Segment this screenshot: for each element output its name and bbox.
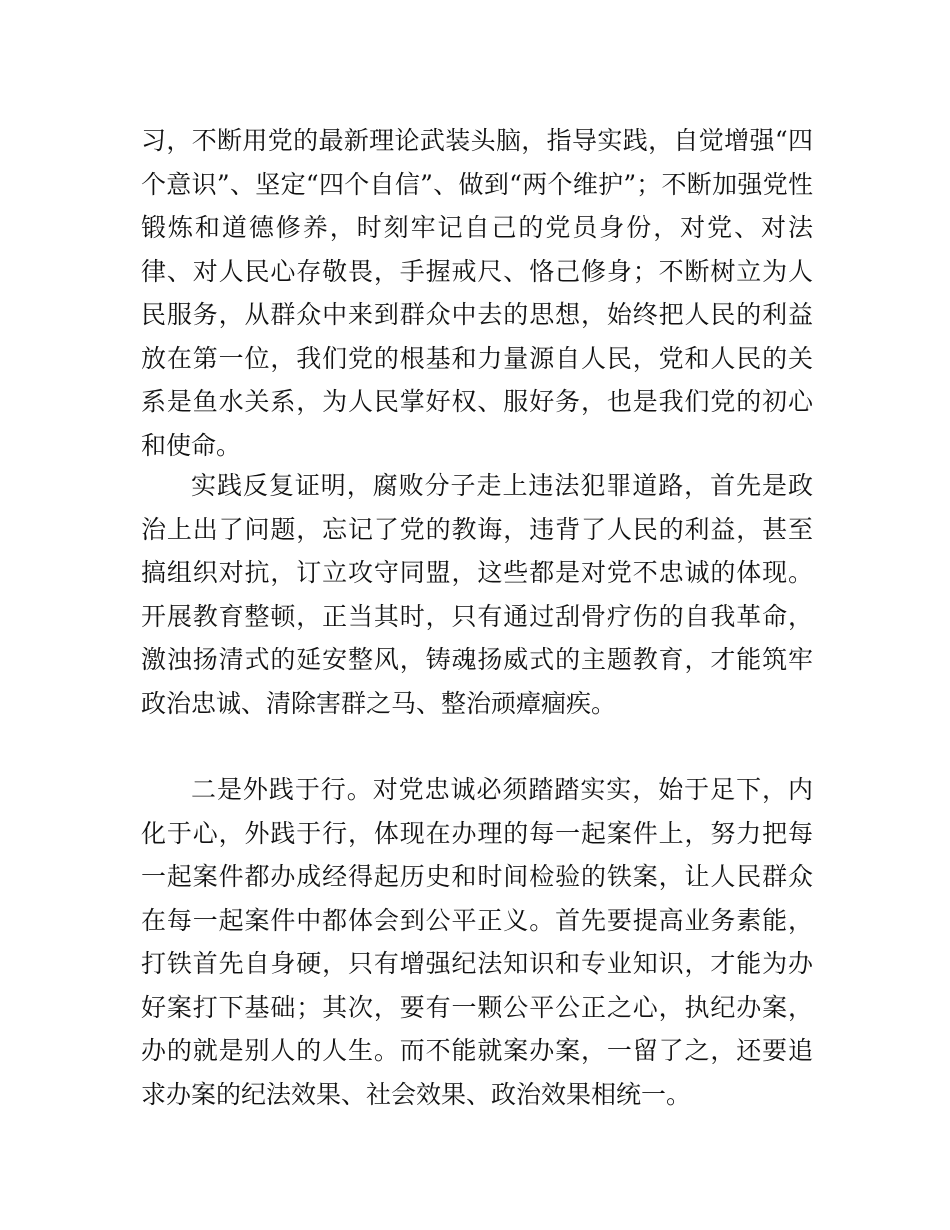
paragraph-2: 实践反复证明，腐败分子走上违法犯罪道路，首先是政治上出了问题，忘记了党的教诲，违背了人民的利益，甚至搞组织对抗，订立攻守同盟，这些都是对党不忠诚的体现。开展教育整顿，正当其时，只有通过刮骨疗伤的自我革命，激浊扬清式的延安整风，铸魂扬威式的主题教育，才能筑牢政治忠诚、清除害群之马、整治顽瘴痼疾。 [141,471,813,718]
paragraph-1: 习，不断用党的最新理论武装头脑，指导实践，自觉增强“四个意识”、坚定“四个自信”、做到“两个维护”；不断加强党性锻炼和道德修养，时刻牢记自己的党员身份，对党、对法律、对人民心存敬畏，手握戒尺、恪己修身；不断树立为人民服务，从群众中来到群众中去的思想，始终把人民的利益放在第一位，我们党的根基和力量源自人民，党和人民的关系是鱼水关系，为人民掌好权、服好务，也是我们党的初心和使命。 [141,126,813,460]
paragraph-3: 二是外践于行。对党忠诚必须踏踏实实，始于足下，内化于心，外践于行，体现在办理的每一起案件上，努力把每一起案件都办成经得起历史和时间检验的铁案，让人民群众在每一起案件中都体会到公平正义。首先要提高业务素能，打铁首先自身硬，只有增强纪法知识和专业知识，才能为办好案打下基础；其次，要有一颗公平公正之心，执纪办案，办的就是别人的人生。而不能就案办案，一留了之，还要追求办案的纪法效果、社会效果、政治效果相统一。 [141,775,813,1109]
